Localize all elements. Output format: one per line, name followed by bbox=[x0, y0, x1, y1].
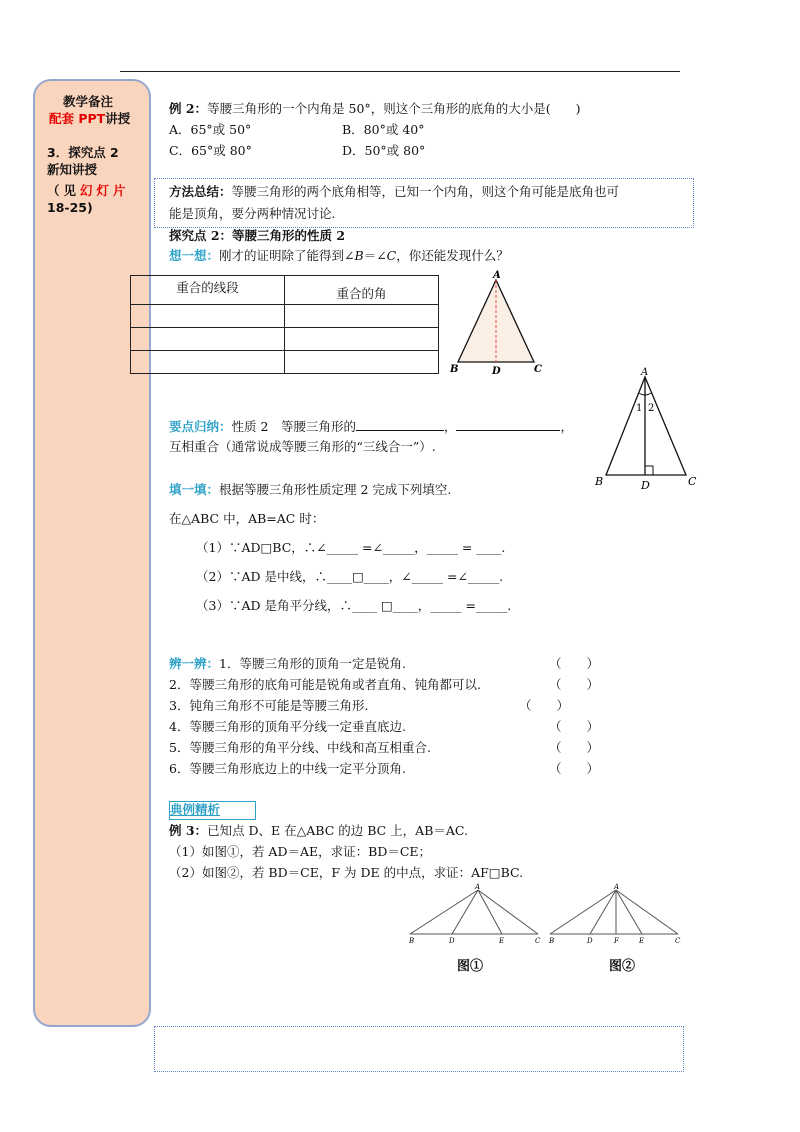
answer-paren-5[interactable]: （ ） bbox=[549, 740, 600, 755]
label-b: B bbox=[409, 937, 415, 944]
fill-item-1: （1）∵AD□BC，∴∠_____ =∠_____，_____ = ____. bbox=[196, 540, 506, 555]
segment-ac bbox=[478, 890, 538, 934]
table-header-segments: 重合的线段 bbox=[131, 276, 285, 305]
method-line1: 方法总结：等腰三角形的两个底角相等，已知一个内角，则这个角可能是底角也可 bbox=[169, 184, 620, 199]
fill-intro: 在△ABC 中，AB=AC 时： bbox=[169, 511, 325, 526]
segment-ad bbox=[452, 890, 478, 934]
example3-q2: （2）如图②，若 BD＝CE，F 为 DE 的中点，求证：AF□BC. bbox=[169, 865, 524, 880]
isosceles-triangle-figure-1 bbox=[448, 268, 558, 378]
figure-1-caption: 图① bbox=[457, 959, 484, 974]
notes-box[interactable] bbox=[154, 1026, 684, 1072]
segment-ab bbox=[550, 890, 616, 934]
example3-figure-2 bbox=[545, 882, 685, 944]
answer-paren-2[interactable]: （ ） bbox=[549, 677, 600, 692]
segment-ac bbox=[616, 890, 678, 934]
example3-figure-1 bbox=[405, 882, 545, 944]
label-a: A bbox=[614, 883, 620, 891]
table-cell[interactable] bbox=[131, 305, 285, 328]
table-cell[interactable] bbox=[285, 351, 439, 374]
label-d: D bbox=[449, 937, 455, 944]
sidebar-slide-ref bbox=[47, 182, 130, 199]
label-c: C bbox=[534, 364, 542, 375]
sidebar-ppt-line bbox=[49, 110, 130, 127]
example2-option-a: A．65°或 50° bbox=[169, 122, 252, 137]
label-a: A bbox=[475, 883, 481, 891]
example2-option-c: C．65°或 80° bbox=[169, 143, 252, 158]
judge-item-3: 3．钝角三角形不可能是等腰三角形. bbox=[169, 698, 369, 713]
judge-item-1: 辨一辨：1．等腰三角形的顶角一定是锐角. bbox=[169, 656, 406, 671]
answer-paren-3[interactable]: （ ） bbox=[519, 698, 570, 713]
table-cell[interactable] bbox=[131, 351, 285, 374]
sidebar-ppt-red: 配套 PPT bbox=[49, 111, 106, 126]
header-rule bbox=[120, 71, 680, 72]
right-angle-mark bbox=[645, 466, 653, 475]
figure-2-caption: 图② bbox=[609, 959, 636, 974]
sidebar-title: 教学备注 bbox=[63, 94, 114, 109]
isosceles-triangle-figure-2 bbox=[592, 365, 704, 495]
label-c: C bbox=[675, 937, 681, 944]
coincide-table bbox=[130, 275, 439, 374]
example2-option-b: B．80°或 40° bbox=[342, 122, 425, 137]
sidebar-ppt-black: 讲授 bbox=[105, 111, 131, 126]
angle-1-label: 1 bbox=[636, 403, 643, 414]
answer-paren-4[interactable]: （ ） bbox=[549, 719, 600, 734]
segment-ae bbox=[616, 890, 642, 934]
table-row bbox=[131, 351, 439, 374]
blank-1[interactable] bbox=[356, 418, 444, 431]
key-points-line2: 互相重合（通常说成等腰三角形的“三线合一”）. bbox=[169, 439, 436, 454]
label-f: F bbox=[614, 937, 619, 944]
judge-item-2: 2．等腰三角形的底角可能是锐角或者直角、钝角都可以. bbox=[169, 677, 481, 692]
label-b: B bbox=[450, 364, 459, 375]
example3-stem: 例 3：已知点 D、E 在△ABC 的边 BC 上，AB＝AC. bbox=[169, 823, 469, 838]
table-row bbox=[131, 305, 439, 328]
table-row bbox=[131, 328, 439, 351]
blank-2[interactable] bbox=[456, 418, 560, 431]
example-analysis-tag: 典例精析 bbox=[170, 802, 221, 817]
label-b: B bbox=[595, 475, 604, 488]
answer-paren-1[interactable]: （ ） bbox=[549, 656, 600, 671]
label-e: E bbox=[499, 937, 505, 944]
method-line2: 能是顶角，要分两种情况讨论. bbox=[169, 206, 336, 221]
label-a: A bbox=[641, 367, 649, 378]
sidebar-slide-red: 幻灯片 bbox=[80, 183, 130, 198]
angle-2-label: 2 bbox=[648, 403, 655, 414]
example3-q1: （1）如图①，若 AD＝AE，求证：BD＝CE； bbox=[169, 844, 432, 859]
sidebar-subtitle: 新知讲授 bbox=[47, 162, 98, 177]
judge-item-4: 4．等腰三角形的顶角平分线一定垂直底边. bbox=[169, 719, 406, 734]
label-d: D bbox=[641, 479, 650, 492]
label-d: D bbox=[492, 366, 501, 377]
teaching-notes-sidebar bbox=[33, 79, 151, 1027]
segment-ab bbox=[410, 890, 478, 934]
triangle-abc bbox=[606, 377, 686, 475]
sidebar-section: 3．探究点 2 bbox=[47, 145, 119, 160]
label-b: B bbox=[549, 937, 555, 944]
label-c: C bbox=[688, 475, 697, 488]
label-c: C bbox=[535, 937, 541, 944]
label-d: D bbox=[587, 937, 593, 944]
table-cell[interactable] bbox=[131, 328, 285, 351]
fill-item-3: （3）∵AD 是角平分线，∴____ □____，_____ =_____. bbox=[196, 598, 512, 613]
label-e: E bbox=[639, 937, 645, 944]
table-cell[interactable] bbox=[285, 305, 439, 328]
example2-option-d: D．50°或 80° bbox=[342, 143, 426, 158]
example2-stem: 例 2：等腰三角形的一个内角是 50°，则这个三角形的底角的大小是( ) bbox=[169, 101, 581, 116]
answer-paren-6[interactable]: （ ） bbox=[549, 761, 600, 776]
think-prompt: 想一想：刚才的证明除了能得到∠B＝∠C，你还能发现什么？ bbox=[169, 248, 509, 263]
judge-item-5: 5．等腰三角形的角平分线、中线和高互相重合. bbox=[169, 740, 431, 755]
segment-ae bbox=[478, 890, 502, 934]
fill-prompt: 填一填：根据等腰三角形性质定理 2 完成下列填空. bbox=[169, 482, 452, 497]
table-cell[interactable] bbox=[285, 328, 439, 351]
judge-item-6: 6．等腰三角形底边上的中线一定平分顶角. bbox=[169, 761, 406, 776]
fill-item-2: （2）∵AD 是中线，∴____□____，∠_____ =∠_____. bbox=[196, 569, 504, 584]
sidebar-slide-range: 18-25) bbox=[47, 200, 93, 215]
label-a: A bbox=[493, 270, 501, 281]
table-header-angles: 重合的角 bbox=[285, 276, 439, 305]
key-points-line1: 要点归纳：性质 2 等腰三角形的 ， ， bbox=[169, 419, 573, 434]
sidebar-slide-open: （见 bbox=[47, 183, 81, 198]
segment-ad bbox=[590, 890, 616, 934]
explore-title: 探究点 2：等腰三角形的性质 2 bbox=[169, 228, 346, 243]
